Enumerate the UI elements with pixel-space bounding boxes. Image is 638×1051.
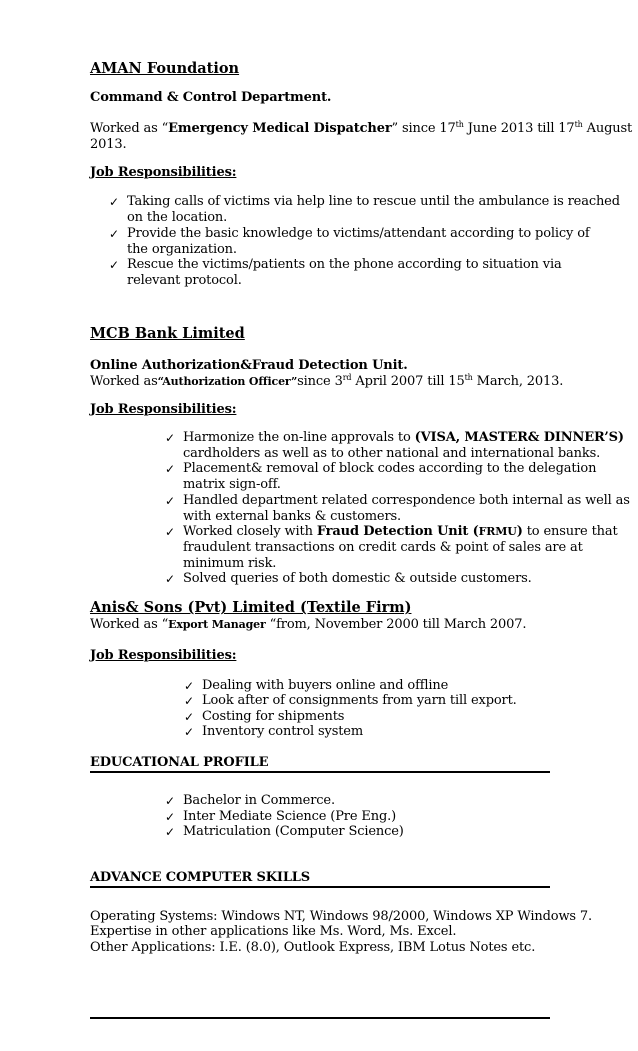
check-icon: ✓: [165, 810, 176, 824]
check-icon: ✓: [184, 679, 195, 693]
mcb-worked-prefix: Worked as: [90, 374, 158, 389]
check-icon: ✓: [165, 494, 176, 508]
check-icon: ✓: [165, 794, 176, 808]
mcb-item4-abbr: FRMU: [478, 525, 517, 538]
mcb-title: MCB Bank Limited: [90, 325, 245, 342]
aman-item: Rescue the victims/patients on the phone according to situation via: [127, 257, 562, 272]
skills-line: Operating Systems: Windows NT, Windows 98/2000, Windows XP Windows 7.: [90, 909, 593, 924]
footer-divider: [90, 1017, 550, 1019]
aman-item: Taking calls of victims via help line to rescue until the ambulance is reached: [127, 194, 620, 209]
mcb-item-cont: minimum risk.: [183, 556, 277, 571]
check-icon: ✓: [165, 525, 176, 539]
aman-item-cont: relevant protocol.: [127, 273, 242, 288]
mcb-worked-mid2: April 2007 till 15: [351, 374, 465, 389]
skills-heading: ADVANCE COMPUTER SKILLS: [90, 870, 311, 885]
anis-item: Dealing with buyers online and offline: [202, 678, 449, 693]
mcb-item: [183, 524, 618, 540]
mcb-resp-heading: Job Responsibilities:: [90, 402, 237, 417]
aman-department: Command & Control Department.: [90, 90, 332, 105]
check-icon: ✓: [184, 710, 195, 724]
check-icon: ✓: [165, 462, 176, 476]
anis-role: Export Manager: [168, 618, 266, 631]
education-item: Bachelor in Commerce.: [183, 793, 335, 808]
education-divider: [90, 771, 550, 773]
mcb-item-cont: with external banks & customers.: [183, 509, 402, 524]
mcb-item: Handled department related correspondence both internal as well as: [183, 493, 630, 508]
mcb-role: “Authorization Officer”: [157, 375, 298, 388]
anis-worked-line: [90, 617, 526, 633]
check-icon: ✓: [184, 725, 195, 739]
check-icon: ✓: [109, 258, 120, 272]
check-icon: ✓: [165, 431, 176, 445]
check-icon: ✓: [165, 825, 176, 839]
mcb-item: Placement& removal of block codes according to the delegation: [183, 461, 597, 476]
mcb-item-cont: matrix sign-off.: [183, 477, 281, 492]
aman-worked-prefix: Worked as “: [90, 121, 169, 136]
mcb-worked-line: [90, 374, 563, 390]
aman-item-cont: the organization.: [127, 242, 237, 257]
mcb-item4-paren: ): [516, 524, 523, 539]
skills-line: Expertise in other applications like Ms. Word, Ms. Excel.: [90, 924, 457, 939]
aman-item-cont: on the location.: [127, 210, 228, 225]
anis-item: Costing for shipments: [202, 709, 345, 724]
mcb-item4-tail: to ensure that: [522, 524, 618, 539]
aman-resp-heading: Job Responsibilities:: [90, 165, 237, 180]
skills-line: Other Applications: I.E. (8.0), Outlook Express, IBM Lotus Notes etc.: [90, 940, 536, 955]
anis-title: Anis& Sons (Pvt) Limited (Textile Firm): [90, 599, 412, 616]
mcb-unit: Online Authorization&Fraud Detection Unit.: [90, 358, 408, 373]
anis-item: Inventory control system: [202, 724, 364, 739]
mcb-worked-mid3: March, 2013.: [472, 374, 564, 389]
mcb-item1-text: Harmonize the on-line approvals to: [183, 430, 415, 445]
mcb-sup2: th: [464, 373, 473, 382]
mcb-item-cont: fraudulent transactions on credit cards & point of sales are at: [183, 540, 583, 555]
education-heading: EDUCATIONAL PROFILE: [90, 755, 269, 770]
mcb-item: Solved queries of both domestic & outside customers.: [183, 571, 532, 586]
mcb-item4-text: Worked closely with: [183, 524, 317, 539]
aman-title: AMAN Foundation: [90, 60, 240, 77]
aman-sup2: th: [574, 120, 583, 129]
aman-worked-mid3: August: [582, 121, 633, 136]
anis-worked-prefix: Worked as “: [90, 617, 169, 632]
anis-worked-suffix: “from, November 2000 till March 2007.: [265, 617, 527, 632]
anis-item: Look after of consignments from yarn till export.: [202, 693, 517, 708]
skills-divider: [90, 886, 550, 888]
aman-item: Provide the basic knowledge to victims/attendant according to policy of: [127, 226, 590, 241]
mcb-item-cont: cardholders as well as to other national and international banks.: [183, 446, 601, 461]
mcb-sup1: rd: [342, 373, 352, 382]
education-item: Inter Mediate Science (Pre Eng.): [183, 809, 397, 824]
check-icon: ✓: [184, 694, 195, 708]
check-icon: ✓: [109, 227, 120, 241]
aman-worked-line: [90, 121, 632, 137]
education-item: Matriculation (Computer Science): [183, 824, 404, 839]
aman-worked-mid1: ” since 17: [391, 121, 456, 136]
aman-sup1: th: [455, 120, 464, 129]
mcb-item4-unit: Fraud Detection Unit (: [316, 524, 479, 539]
check-icon: ✓: [165, 572, 176, 586]
aman-worked-mid2: June 2013 till 17: [463, 121, 575, 136]
aman-role: Emergency Medical Dispatcher: [168, 121, 392, 136]
check-icon: ✓: [109, 195, 120, 209]
anis-resp-heading: Job Responsibilities:: [90, 648, 237, 663]
mcb-item: [183, 430, 624, 446]
mcb-item1-cards: (VISA, MASTER& DINNER’S): [414, 430, 624, 445]
aman-worked-line2: 2013.: [90, 137, 127, 152]
mcb-worked-mid1: since 3: [297, 374, 343, 389]
